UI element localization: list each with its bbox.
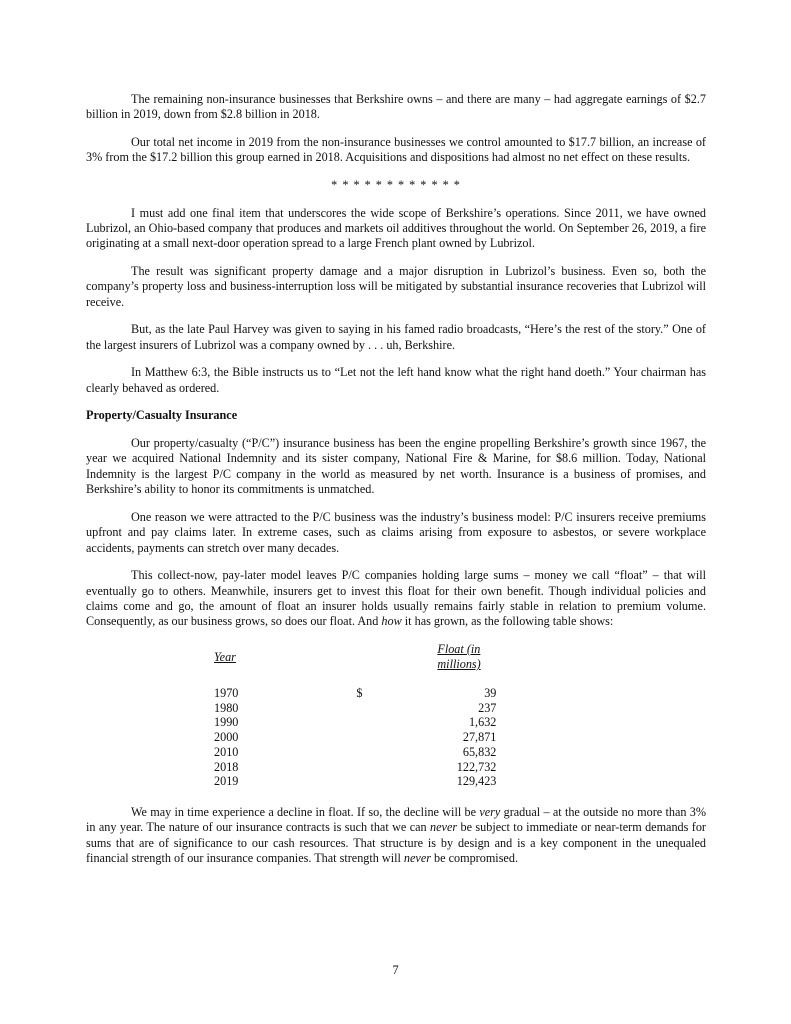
float-decline-text-d: be compromised. [431, 851, 518, 866]
table-row [214, 701, 496, 716]
float-decline-text-b: gradual – at the outside no more than 3% in any year. The nature of our insurance contracts is such that we can [86, 804, 706, 835]
year-cell: 1970 [214, 686, 239, 701]
float-column-header: Float (in millions) [437, 642, 481, 672]
float-decline-emphasis-never-2: never [403, 851, 431, 866]
float-cell [238, 760, 496, 775]
float-value: 1,632 [468, 715, 497, 730]
paragraph-float-explanation [86, 568, 706, 630]
table-row [214, 715, 496, 730]
page-number: 7 [392, 963, 399, 977]
table-row [214, 730, 496, 745]
float-decline-emphasis-never-1: never [430, 820, 458, 835]
table-row [214, 686, 496, 701]
float-value: 237 [478, 700, 497, 715]
paragraph-lubrizol-fire: I must add one final item that underscores the wide scope of Berkshire’s operations. Since 2011, we have owned Lubrizol, an Ohio-based company that produces and markets oil additives throughout the world. On September 26, 2019, a fire originating at a small next-door operation spread to a large French plant owned by Lubrizol. [86, 205, 706, 251]
float-explanation-text-a: This collect-now, pay-later model leaves P/C companies holding large sums – money we call “float” – that will eventually go to others. Meanwhile, insurers get to invest this float for their own benefit. Though individual policies and claims come and go, the amount of float an insurer holds usually remains fairly stable in relation to premium volume. Consequently, as our business grows, so does our float. And [86, 568, 706, 629]
year-cell: 2018 [214, 759, 239, 774]
float-value: 27,871 [462, 730, 497, 745]
paragraph-pc-business: Our property/casualty (“P/C”) insurance business has been the engine propelling Berkshire’s growth since 1967, the year we acquired National Indemnity and its sister company, National Fire & Marine, for $8.6 million. Today, National Indemnity is the largest P/C company in the world as measured by net worth. Insurance is a business of promises, and Berkshire’s ability to honor its commitments is unmatched. [86, 436, 706, 497]
float-decline-text-a: We may in time experience a decline in float. If so, the decline will be [131, 804, 480, 819]
float-explanation-text-b: it has grown, as the following table shows: [401, 614, 614, 629]
float-cell [238, 730, 496, 745]
float-value: 65,832 [462, 744, 497, 759]
float-table-header-row [214, 642, 496, 686]
float-decline-emphasis-very: very [479, 804, 501, 819]
float-cell [238, 701, 496, 716]
section-heading-property-casualty: Property/Casualty Insurance [86, 408, 238, 423]
currency-symbol: $ [356, 686, 363, 701]
paragraph-net-income: Our total net income in 2019 from the non-insurance businesses we control amounted to $17.7 billion, an increase of 3% from the $17.2 billion this group earned in 2018. Acquisitions and dispositions had almost no net effect on these results. [86, 135, 706, 165]
year-column-header: Year [214, 649, 236, 664]
paragraph-paul-harvey: But, as the late Paul Harvey was given to saying in his famed radio broadcasts, “Here’s the rest of the story.” One of the largest insurers of Lubrizol was a company owned by . . . uh, Berkshire. [86, 322, 706, 352]
section-separator: * * * * * * * * * * * * [331, 178, 461, 192]
year-cell: 1980 [214, 700, 239, 715]
table-row [214, 745, 496, 760]
year-cell: 2000 [214, 730, 239, 745]
table-row [214, 774, 496, 789]
float-cell [238, 715, 496, 730]
year-cell: 1990 [214, 715, 239, 730]
paragraph-lubrizol-damage: The result was significant property damage and a major disruption in Lubrizol’s business. Even so, both the company’s property loss and business-interruption loss will be mitigated by substantial insurance recoveries that Lubrizol will receive. [86, 264, 706, 309]
paragraph-matthew: In Matthew 6:3, the Bible instructs us to “Let not the left hand know what the right hand doeth.” Your chairman has clearly behaved as ordered. [86, 365, 706, 395]
float-value: 129,423 [456, 774, 497, 789]
float-explanation-emphasis: how [381, 614, 402, 629]
paragraph-non-insurance-earnings: The remaining non-insurance businesses that Berkshire owns – and there are many – had aggregate earnings of $2.7 billion in 2019, down from $2.8 billion in 2018. [86, 92, 706, 122]
float-table-body [214, 686, 496, 789]
float-value: 122,732 [456, 759, 497, 774]
float-table [214, 642, 496, 789]
paragraph-business-model: One reason we were attracted to the P/C business was the industry’s business model: P/C insurers receive premiums upfront and pay claims later. In extreme cases, such as claims arising from exposure to asbestos, or severe workplace accidents, payments can stretch over many decades. [86, 509, 706, 555]
float-decline-text-c: be subject to immediate or near-term demands for sums that are of significance to our cash resources. That structure is by design and is a key component in the unequaled financial strength of our insurance companies. That strength will [86, 820, 706, 866]
paragraph-float-decline [86, 805, 706, 867]
year-cell: 2010 [214, 744, 239, 759]
table-row [214, 760, 496, 775]
float-cell [238, 774, 496, 789]
document-body [86, 92, 706, 879]
float-value: 39 [484, 686, 497, 701]
float-cell [238, 745, 496, 760]
year-cell: 2019 [214, 774, 239, 789]
float-cell [238, 686, 496, 701]
